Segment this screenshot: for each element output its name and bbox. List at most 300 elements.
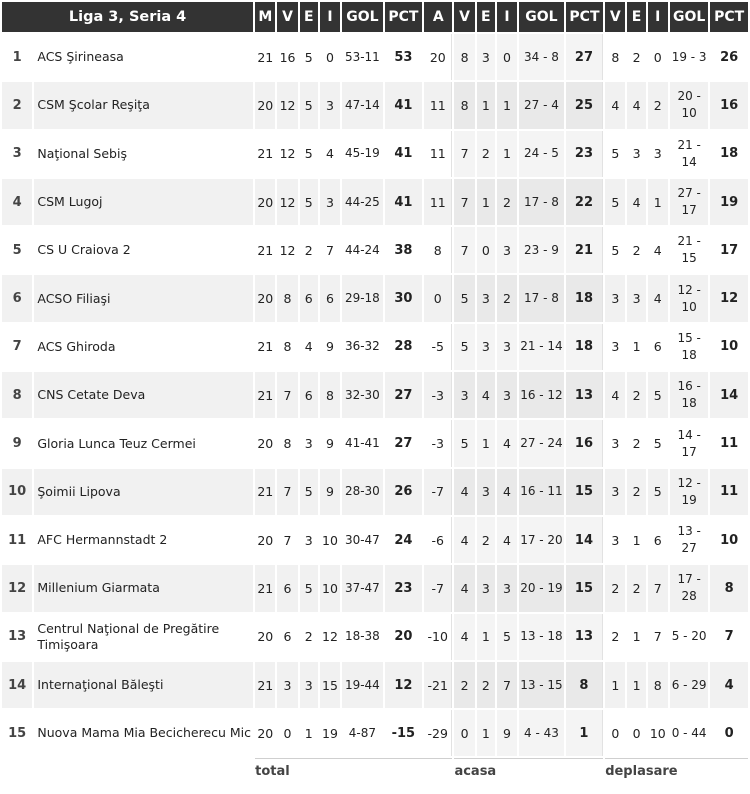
away-draws-cell: 1	[627, 662, 645, 708]
goal-diff-cell: 11	[424, 179, 452, 225]
points-cell: 41	[385, 131, 422, 177]
away-draws-cell: 2	[627, 420, 645, 466]
goals-cell: 45-19	[342, 131, 383, 177]
home-draws-cell: 1	[477, 420, 495, 466]
draws-cell: 4	[300, 324, 318, 370]
team-name: CNS Cetate Deva	[34, 372, 253, 418]
home-points-cell: 21	[566, 227, 603, 273]
home-draws-cell: 3	[477, 565, 495, 611]
draws-cell: 2	[300, 227, 318, 273]
col-header-a: A	[424, 2, 452, 32]
away-losses-cell: 5	[648, 372, 668, 418]
goal-diff-cell: -6	[424, 517, 452, 563]
goals-cell: 44-25	[342, 179, 383, 225]
home-points-cell: 25	[566, 82, 603, 128]
home-wins-cell: 4	[454, 614, 474, 660]
col-header-home-v: V	[454, 2, 474, 32]
goal-diff-cell: -29	[424, 710, 452, 756]
home-losses-cell: 3	[497, 372, 517, 418]
standings-body	[2, 34, 748, 756]
away-points-cell: 26	[710, 34, 748, 80]
played-cell: 21	[255, 662, 275, 708]
col-header-away-v: V	[605, 2, 625, 32]
home-goals-cell: 4 - 43	[519, 710, 564, 756]
home-points-cell: 13	[566, 372, 603, 418]
away-losses-cell: 3	[648, 131, 668, 177]
home-wins-cell: 4	[454, 469, 474, 515]
away-goals-cell: 21 - 15	[670, 227, 708, 273]
away-points-cell: 18	[710, 131, 748, 177]
col-header-away-e: E	[627, 2, 645, 32]
goal-diff-cell: 11	[424, 131, 452, 177]
away-wins-cell: 5	[605, 227, 625, 273]
home-goals-cell: 17 - 8	[519, 179, 564, 225]
home-draws-cell: 3	[477, 324, 495, 370]
home-draws-cell: 3	[477, 469, 495, 515]
wins-cell: 12	[277, 179, 297, 225]
footer-spacer	[2, 758, 253, 784]
table-row	[2, 517, 748, 563]
home-losses-cell: 0	[497, 34, 517, 80]
away-points-cell: 11	[710, 469, 748, 515]
away-goals-cell: 14 - 17	[670, 420, 708, 466]
goal-diff-cell: -3	[424, 372, 452, 418]
away-wins-cell: 4	[605, 82, 625, 128]
rank-cell: 11	[2, 517, 32, 563]
table-row	[2, 179, 748, 225]
away-wins-cell: 4	[605, 372, 625, 418]
away-points-cell: 12	[710, 275, 748, 321]
home-draws-cell: 1	[477, 614, 495, 660]
away-draws-cell: 2	[627, 34, 645, 80]
home-goals-cell: 27 - 24	[519, 420, 564, 466]
played-cell: 20	[255, 179, 275, 225]
away-points-cell: 17	[710, 227, 748, 273]
footer-row	[2, 758, 748, 784]
home-draws-cell: 0	[477, 227, 495, 273]
col-header-away-i: I	[648, 2, 668, 32]
league-title: Liga 3, Seria 4	[2, 2, 253, 32]
home-losses-cell: 5	[497, 614, 517, 660]
home-points-cell: 16	[566, 420, 603, 466]
away-goals-cell: 5 - 20	[670, 614, 708, 660]
table-row	[2, 131, 748, 177]
away-points-cell: 8	[710, 565, 748, 611]
team-name: Millenium Giarmata	[34, 565, 253, 611]
home-goals-cell: 34 - 8	[519, 34, 564, 80]
away-goals-cell: 12 - 10	[670, 275, 708, 321]
away-wins-cell: 5	[605, 179, 625, 225]
table-row	[2, 34, 748, 80]
home-goals-cell: 13 - 15	[519, 662, 564, 708]
points-cell: 26	[385, 469, 422, 515]
points-cell: 24	[385, 517, 422, 563]
home-losses-cell: 3	[497, 324, 517, 370]
away-goals-cell: 13 - 27	[670, 517, 708, 563]
away-losses-cell: 6	[648, 517, 668, 563]
played-cell: 20	[255, 614, 275, 660]
played-cell: 21	[255, 131, 275, 177]
wins-cell: 0	[277, 710, 297, 756]
away-draws-cell: 1	[627, 614, 645, 660]
wins-cell: 8	[277, 324, 297, 370]
home-points-cell: 18	[566, 275, 603, 321]
away-losses-cell: 2	[648, 82, 668, 128]
away-points-cell: 10	[710, 517, 748, 563]
away-goals-cell: 21 - 14	[670, 131, 708, 177]
away-points-cell: 7	[710, 614, 748, 660]
wins-cell: 7	[277, 517, 297, 563]
draws-cell: 5	[300, 565, 318, 611]
points-cell: 28	[385, 324, 422, 370]
points-cell: 41	[385, 179, 422, 225]
home-losses-cell: 2	[497, 179, 517, 225]
away-points-cell: 14	[710, 372, 748, 418]
losses-cell: 19	[320, 710, 340, 756]
team-name: Nuova Mama Mia Becicherecu Mic	[34, 710, 253, 756]
table-row	[2, 324, 748, 370]
home-points-cell: 8	[566, 662, 603, 708]
goals-cell: 19-44	[342, 662, 383, 708]
home-goals-cell: 16 - 11	[519, 469, 564, 515]
goals-cell: 28-30	[342, 469, 383, 515]
away-draws-cell: 2	[627, 469, 645, 515]
goal-diff-cell: 0	[424, 275, 452, 321]
table-row	[2, 710, 748, 756]
rank-cell: 8	[2, 372, 32, 418]
away-goals-cell: 27 - 17	[670, 179, 708, 225]
col-header-pct: PCT	[385, 2, 422, 32]
goal-diff-cell: 20	[424, 34, 452, 80]
away-points-cell: 0	[710, 710, 748, 756]
away-wins-cell: 8	[605, 34, 625, 80]
goal-diff-cell: 8	[424, 227, 452, 273]
draws-cell: 3	[300, 420, 318, 466]
team-name: Centrul Naţional de Pregătire Timişoara	[34, 614, 253, 660]
home-wins-cell: 7	[454, 179, 474, 225]
home-points-cell: 14	[566, 517, 603, 563]
table-row	[2, 275, 748, 321]
goals-cell: 47-14	[342, 82, 383, 128]
wins-cell: 8	[277, 275, 297, 321]
away-losses-cell: 0	[648, 34, 668, 80]
losses-cell: 9	[320, 324, 340, 370]
home-wins-cell: 5	[454, 324, 474, 370]
away-points-cell: 19	[710, 179, 748, 225]
draws-cell: 1	[300, 710, 318, 756]
away-points-cell: 11	[710, 420, 748, 466]
home-draws-cell: 1	[477, 82, 495, 128]
away-goals-cell: 16 - 18	[670, 372, 708, 418]
wins-cell: 12	[277, 82, 297, 128]
played-cell: 20	[255, 82, 275, 128]
losses-cell: 10	[320, 565, 340, 611]
losses-cell: 7	[320, 227, 340, 273]
played-cell: 20	[255, 420, 275, 466]
home-points-cell: 15	[566, 565, 603, 611]
losses-cell: 4	[320, 131, 340, 177]
home-goals-cell: 20 - 19	[519, 565, 564, 611]
goals-cell: 37-47	[342, 565, 383, 611]
home-points-cell: 22	[566, 179, 603, 225]
away-draws-cell: 3	[627, 275, 645, 321]
rank-cell: 15	[2, 710, 32, 756]
away-wins-cell: 3	[605, 324, 625, 370]
away-wins-cell: 3	[605, 517, 625, 563]
team-name: ACS Ghiroda	[34, 324, 253, 370]
rank-cell: 9	[2, 420, 32, 466]
draws-cell: 2	[300, 614, 318, 660]
draws-cell: 5	[300, 82, 318, 128]
rank-cell: 10	[2, 469, 32, 515]
away-draws-cell: 2	[627, 227, 645, 273]
losses-cell: 10	[320, 517, 340, 563]
home-goals-cell: 17 - 8	[519, 275, 564, 321]
goal-diff-cell: -3	[424, 420, 452, 466]
draws-cell: 3	[300, 517, 318, 563]
home-wins-cell: 0	[454, 710, 474, 756]
team-name: Internaţional Băleşti	[34, 662, 253, 708]
goals-cell: 41-41	[342, 420, 383, 466]
home-goals-cell: 13 - 18	[519, 614, 564, 660]
rank-cell: 2	[2, 82, 32, 128]
wins-cell: 6	[277, 565, 297, 611]
played-cell: 20	[255, 710, 275, 756]
goal-diff-cell: 11	[424, 82, 452, 128]
home-losses-cell: 1	[497, 131, 517, 177]
points-cell: 41	[385, 82, 422, 128]
away-draws-cell: 0	[627, 710, 645, 756]
losses-cell: 8	[320, 372, 340, 418]
away-wins-cell: 2	[605, 614, 625, 660]
home-losses-cell: 4	[497, 469, 517, 515]
wins-cell: 12	[277, 131, 297, 177]
home-wins-cell: 3	[454, 372, 474, 418]
footer-total-label: total	[255, 758, 452, 784]
away-losses-cell: 7	[648, 565, 668, 611]
rank-cell: 13	[2, 614, 32, 660]
team-name: CS U Craiova 2	[34, 227, 253, 273]
away-losses-cell: 8	[648, 662, 668, 708]
home-goals-cell: 24 - 5	[519, 131, 564, 177]
goals-cell: 29-18	[342, 275, 383, 321]
table-row	[2, 565, 748, 611]
played-cell: 20	[255, 275, 275, 321]
wins-cell: 16	[277, 34, 297, 80]
col-header-gol: GOL	[342, 2, 383, 32]
losses-cell: 0	[320, 34, 340, 80]
played-cell: 21	[255, 469, 275, 515]
away-goals-cell: 0 - 44	[670, 710, 708, 756]
home-wins-cell: 7	[454, 227, 474, 273]
home-goals-cell: 17 - 20	[519, 517, 564, 563]
rank-cell: 6	[2, 275, 32, 321]
team-name: ACSO Filiaşi	[34, 275, 253, 321]
away-losses-cell: 1	[648, 179, 668, 225]
home-points-cell: 1	[566, 710, 603, 756]
team-name: AFC Hermannstadt 2	[34, 517, 253, 563]
wins-cell: 7	[277, 469, 297, 515]
home-draws-cell: 2	[477, 517, 495, 563]
draws-cell: 6	[300, 372, 318, 418]
home-points-cell: 18	[566, 324, 603, 370]
played-cell: 21	[255, 227, 275, 273]
away-draws-cell: 3	[627, 131, 645, 177]
rank-cell: 3	[2, 131, 32, 177]
away-losses-cell: 10	[648, 710, 668, 756]
away-goals-cell: 17 - 28	[670, 565, 708, 611]
rank-cell: 4	[2, 179, 32, 225]
points-cell: 27	[385, 372, 422, 418]
wins-cell: 7	[277, 372, 297, 418]
rank-cell: 7	[2, 324, 32, 370]
played-cell: 21	[255, 34, 275, 80]
away-points-cell: 16	[710, 82, 748, 128]
home-points-cell: 15	[566, 469, 603, 515]
points-cell: 30	[385, 275, 422, 321]
played-cell: 20	[255, 517, 275, 563]
draws-cell: 5	[300, 131, 318, 177]
away-draws-cell: 4	[627, 179, 645, 225]
points-cell: 23	[385, 565, 422, 611]
away-losses-cell: 4	[648, 275, 668, 321]
played-cell: 21	[255, 372, 275, 418]
losses-cell: 9	[320, 420, 340, 466]
home-losses-cell: 7	[497, 662, 517, 708]
away-goals-cell: 19 - 3	[670, 34, 708, 80]
away-goals-cell: 12 - 19	[670, 469, 708, 515]
draws-cell: 3	[300, 662, 318, 708]
away-losses-cell: 5	[648, 469, 668, 515]
home-draws-cell: 3	[477, 275, 495, 321]
goals-cell: 30-47	[342, 517, 383, 563]
wins-cell: 12	[277, 227, 297, 273]
away-losses-cell: 6	[648, 324, 668, 370]
away-losses-cell: 5	[648, 420, 668, 466]
col-header-home-i: I	[497, 2, 517, 32]
losses-cell: 6	[320, 275, 340, 321]
home-draws-cell: 1	[477, 710, 495, 756]
goal-diff-cell: -21	[424, 662, 452, 708]
away-wins-cell: 2	[605, 565, 625, 611]
col-header-v: V	[277, 2, 297, 32]
home-wins-cell: 5	[454, 275, 474, 321]
home-losses-cell: 3	[497, 565, 517, 611]
home-points-cell: 27	[566, 34, 603, 80]
home-points-cell: 13	[566, 614, 603, 660]
goals-cell: 44-24	[342, 227, 383, 273]
team-name: CSM Lugoj	[34, 179, 253, 225]
table-row	[2, 469, 748, 515]
away-wins-cell: 3	[605, 275, 625, 321]
home-wins-cell: 2	[454, 662, 474, 708]
home-losses-cell: 2	[497, 275, 517, 321]
rank-cell: 14	[2, 662, 32, 708]
home-wins-cell: 7	[454, 131, 474, 177]
table-row	[2, 420, 748, 466]
home-losses-cell: 4	[497, 517, 517, 563]
home-wins-cell: 4	[454, 565, 474, 611]
home-points-cell: 23	[566, 131, 603, 177]
points-cell: -15	[385, 710, 422, 756]
table-row	[2, 662, 748, 708]
draws-cell: 5	[300, 34, 318, 80]
away-goals-cell: 6 - 29	[670, 662, 708, 708]
home-draws-cell: 2	[477, 131, 495, 177]
away-draws-cell: 1	[627, 324, 645, 370]
header-row	[2, 2, 748, 32]
home-draws-cell: 4	[477, 372, 495, 418]
col-header-m: M	[255, 2, 275, 32]
home-wins-cell: 8	[454, 34, 474, 80]
home-wins-cell: 8	[454, 82, 474, 128]
home-draws-cell: 3	[477, 34, 495, 80]
goal-diff-cell: -7	[424, 565, 452, 611]
home-goals-cell: 16 - 12	[519, 372, 564, 418]
team-name: Gloria Lunca Teuz Cermei	[34, 420, 253, 466]
away-draws-cell: 1	[627, 517, 645, 563]
wins-cell: 8	[277, 420, 297, 466]
col-header-i: I	[320, 2, 340, 32]
away-wins-cell: 3	[605, 420, 625, 466]
home-draws-cell: 2	[477, 662, 495, 708]
home-losses-cell: 3	[497, 227, 517, 273]
team-name: CSM Şcolar Reşiţa	[34, 82, 253, 128]
footer-home-label: acasa	[454, 758, 603, 784]
losses-cell: 3	[320, 82, 340, 128]
draws-cell: 6	[300, 275, 318, 321]
col-header-away-gol: GOL	[670, 2, 708, 32]
away-points-cell: 4	[710, 662, 748, 708]
away-wins-cell: 0	[605, 710, 625, 756]
home-draws-cell: 1	[477, 179, 495, 225]
team-name: Naţional Sebiş	[34, 131, 253, 177]
losses-cell: 3	[320, 179, 340, 225]
home-wins-cell: 4	[454, 517, 474, 563]
points-cell: 27	[385, 420, 422, 466]
wins-cell: 3	[277, 662, 297, 708]
draws-cell: 5	[300, 469, 318, 515]
table-row	[2, 614, 748, 660]
played-cell: 21	[255, 565, 275, 611]
home-goals-cell: 27 - 4	[519, 82, 564, 128]
home-losses-cell: 1	[497, 82, 517, 128]
goal-diff-cell: -5	[424, 324, 452, 370]
table-row	[2, 82, 748, 128]
home-wins-cell: 5	[454, 420, 474, 466]
points-cell: 53	[385, 34, 422, 80]
away-draws-cell: 4	[627, 82, 645, 128]
away-points-cell: 10	[710, 324, 748, 370]
rank-cell: 1	[2, 34, 32, 80]
home-losses-cell: 4	[497, 420, 517, 466]
rank-cell: 5	[2, 227, 32, 273]
goals-cell: 4-87	[342, 710, 383, 756]
away-wins-cell: 5	[605, 131, 625, 177]
col-header-home-e: E	[477, 2, 495, 32]
losses-cell: 15	[320, 662, 340, 708]
away-draws-cell: 2	[627, 565, 645, 611]
away-goals-cell: 20 - 10	[670, 82, 708, 128]
home-goals-cell: 21 - 14	[519, 324, 564, 370]
goal-diff-cell: -7	[424, 469, 452, 515]
team-name: ACS Şirineasa	[34, 34, 253, 80]
points-cell: 12	[385, 662, 422, 708]
table-row	[2, 372, 748, 418]
losses-cell: 9	[320, 469, 340, 515]
goals-cell: 36-32	[342, 324, 383, 370]
goals-cell: 32-30	[342, 372, 383, 418]
